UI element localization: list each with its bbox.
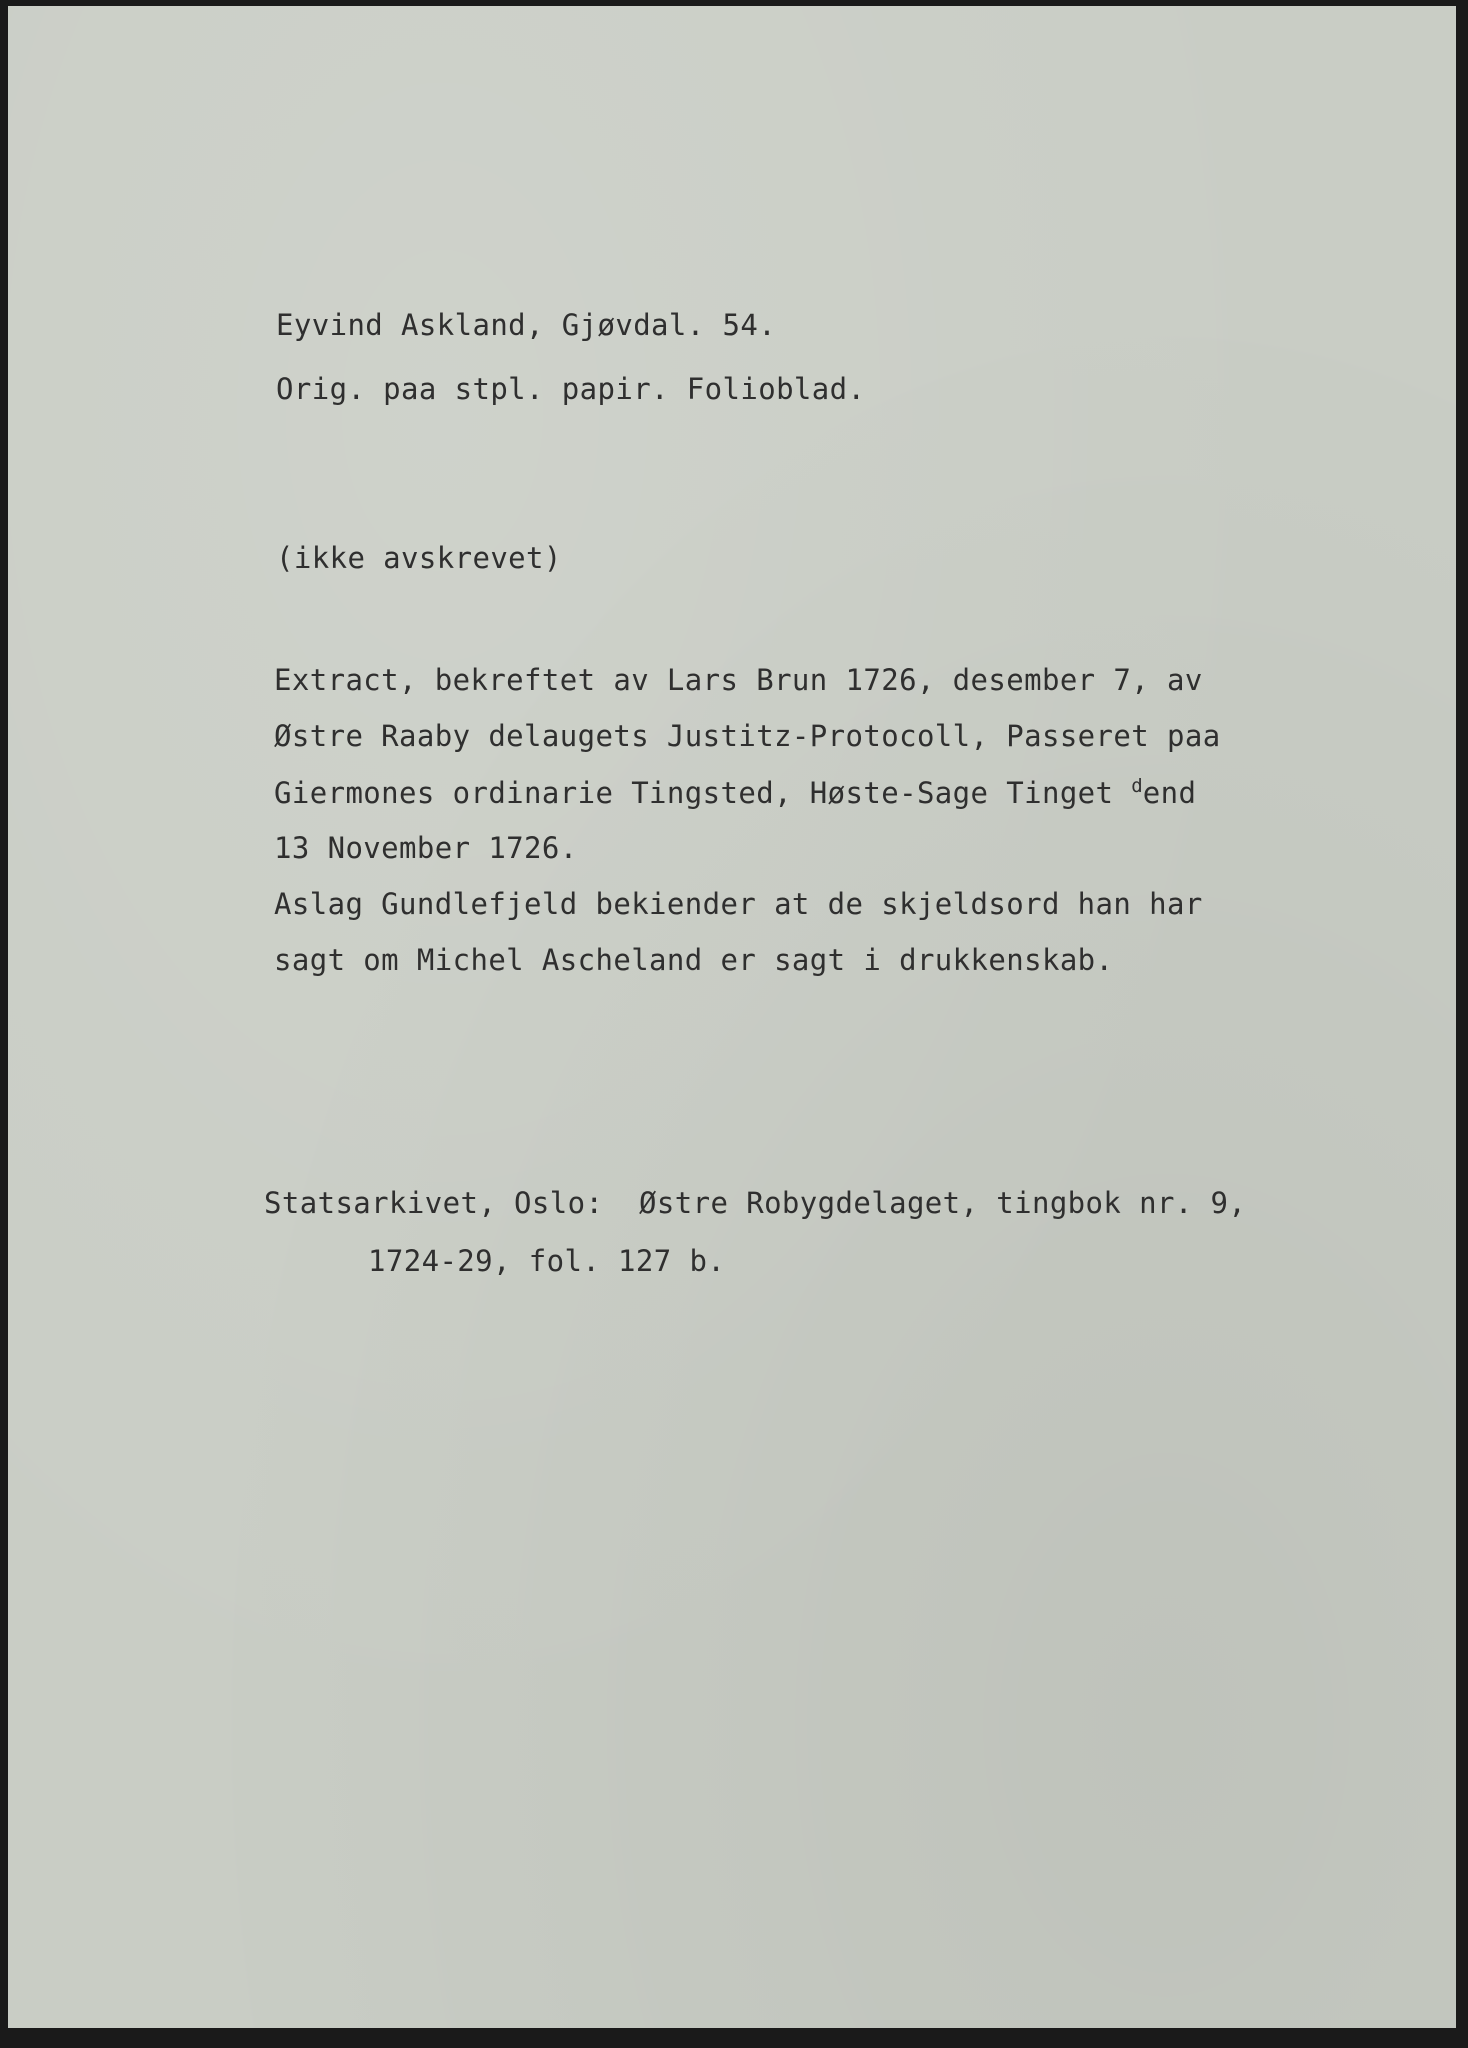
source-citation: Statsarkivet, Oslo: Østre Robygdelaget, tingbok nr. 9, (264, 1186, 1247, 1220)
body-line-6: sagt om Michel Ascheland er sagt i drukkenskab. (274, 943, 1114, 977)
body-line-4: 13 November 1726. (274, 831, 578, 865)
body-line-5: Aslag Gundlefjeld bekiender at de skjeldsord han har (274, 887, 1203, 921)
record-description: Orig. paa stpl. papir. Folioblad. (276, 372, 866, 406)
record-title: Eyvind Askland, Gjøvdal. 54. (276, 308, 777, 342)
body-line-3-text: Giermones ordinarie Tingsted, Høste-Sage Tinget (274, 776, 1132, 810)
body-line-2: Østre Raaby delaugets Justitz-Protocoll, Passeret paa (274, 719, 1221, 753)
body-line-3 (274, 775, 1196, 810)
body-line-1: Extract, bekreftet av Lars Brun 1726, desember 7, av (274, 663, 1203, 697)
transcription-note: (ikke avskrevet) (276, 541, 562, 575)
source-citation-continued: 1724-29, fol. 127 b. (368, 1244, 726, 1278)
body-line-3-superscript: d (1131, 775, 1143, 797)
document-page (8, 6, 1456, 2028)
body-line-3-end: end (1142, 776, 1197, 810)
